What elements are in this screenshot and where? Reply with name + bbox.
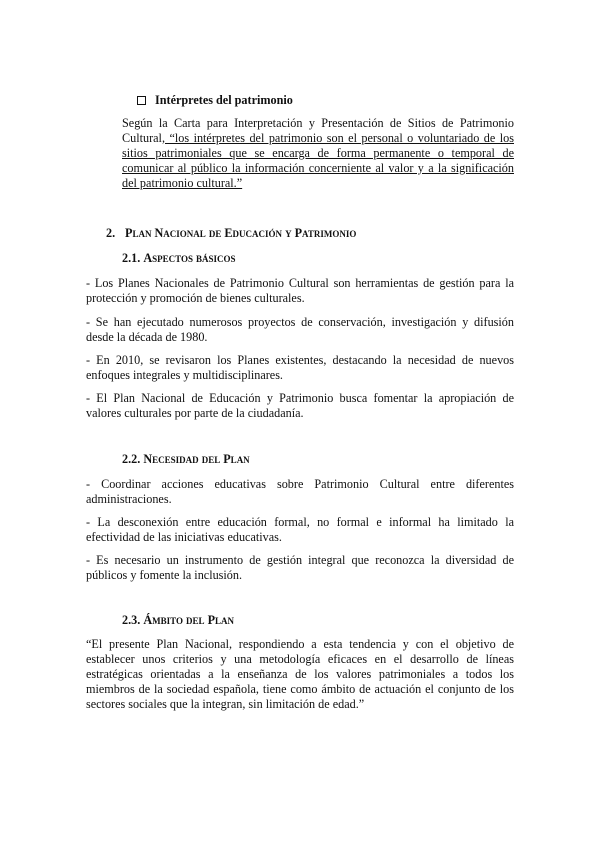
section-2-3-title: Ámbito del Plan <box>143 613 235 627</box>
section-2-1-number: 2.1. <box>122 251 141 265</box>
section-2-2-number: 2.2. <box>122 452 141 466</box>
list-item: - Es necesario un instrumento de gestión integral que reconozca la diversidad de públicos y fomente la inclusión. <box>86 553 514 582</box>
list-item: - Los Planes Nacionales de Patrimonio Cultural son herramientas de gestión para la protección y promoción de bienes culturales. <box>86 276 514 305</box>
interpretes-heading-row <box>137 93 293 108</box>
section-2-2-heading <box>122 452 250 467</box>
section-2-3-number: 2.3. <box>122 613 141 627</box>
interpretes-paragraph <box>122 116 514 191</box>
interpretes-quote: “los intérpretes del patrimonio son el personal o voluntariado de los sitios patrimoniales que se encarga de forma permanente o temporal de comunicar al público la información concerniente al valor y a la significación del patrimonio cultural.” <box>122 131 514 190</box>
section-2-3-heading <box>122 613 234 628</box>
section-2-1-title: Aspectos básicos <box>143 251 236 265</box>
list-item: - La desconexión entre educación formal, no formal e informal ha limitado la efectividad de las iniciativas educativas. <box>86 515 514 544</box>
section-2-title: Plan Nacional de Educación y Patrimonio <box>125 226 357 240</box>
section-2-2-title: Necesidad del Plan <box>143 452 250 466</box>
section-2-1-heading <box>122 251 236 266</box>
ambito-quote: “El presente Plan Nacional, respondiendo a esta tendencia y con el objetivo de establecer unos criterios y una metodología eficaces en el desarrollo de líneas estratégicas orientadas a la enseñanza de los valores patrimoniales a todos los miembros de la sociedad española, tiene como ámbito de actuación el conjunto de los sectores sociales que la integran, sin limitación de edad.” <box>86 637 514 711</box>
list-item: - Coordinar acciones educativas sobre Patrimonio Cultural entre diferentes administraciones. <box>86 477 514 506</box>
section-2-heading <box>106 226 356 241</box>
list-item: - Se han ejecutado numerosos proyectos de conservación, investigación y difusión desde la década de 1980. <box>86 315 514 344</box>
interpretes-heading: Intérpretes del patrimonio <box>155 93 293 107</box>
section-2-number: 2. <box>106 226 116 240</box>
list-item: - En 2010, se revisaron los Planes existentes, destacando la necesidad de nuevos enfoques integrales y multidisciplinares. <box>86 353 514 382</box>
square-bullet-icon <box>137 96 146 105</box>
interpretes-intro: Según la Carta para Interpretación y Presentación de Sitios de Patrimonio Cultural, <box>122 116 514 145</box>
list-item: - El Plan Nacional de Educación y Patrimonio busca fomentar la apropiación de valores culturales por parte de la ciudadanía. <box>86 391 514 420</box>
